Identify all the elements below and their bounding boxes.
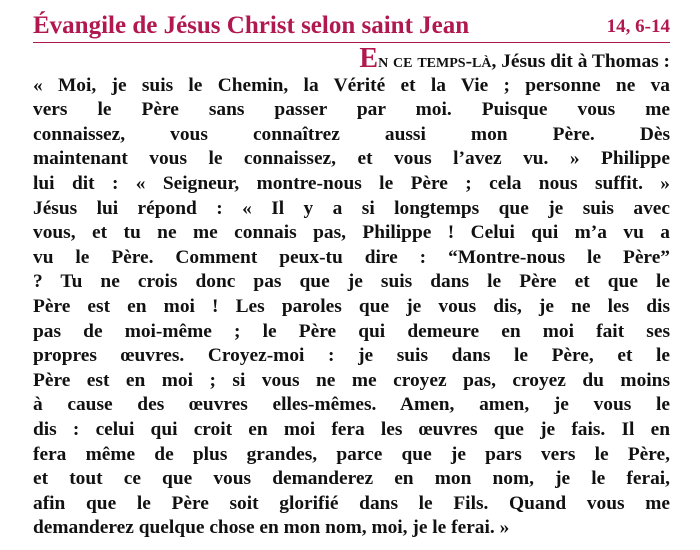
text-line: pas de moi-même ; le Père qui demeure en moi fait ses <box>33 320 670 342</box>
text-line-opening <box>33 43 670 74</box>
text-line: Père est en moi ; si vous ne me croyez pas, croyez du moins <box>33 369 670 391</box>
opening-smallcaps: n ce temps-là, <box>378 51 497 72</box>
text-line: Père est en moi ! Les paroles que je vous dis, je ne les dis <box>33 295 670 317</box>
text-line: « Moi, je suis le Chemin, la Vérité et la Vie ; personne ne va <box>33 74 670 96</box>
text-line: vous, et tu ne me connais pas, Philippe ! Celui qui m’a vu a <box>33 222 670 244</box>
opening-rest: Jésus dit à Thomas : <box>496 51 670 72</box>
text-line: vers le Père sans passer par moi. Puisque vous me <box>33 99 670 121</box>
text-line: fera même de plus grandes, parce que je pars vers le Père, <box>33 443 670 465</box>
text-line: maintenant vous le connaissez, et vous l’avez vu. » Philippe <box>33 148 670 170</box>
text-line: lui dit : « Seigneur, montre-nous le Père ; cela nous suffit. » <box>33 172 670 194</box>
text-line: à cause des œuvres elles-mêmes. Amen, amen, je vous le <box>33 394 670 416</box>
reading-header <box>33 10 670 43</box>
text-line: ? Tu ne crois donc pas que je suis dans le Père et que le <box>33 271 670 293</box>
text-line: Jésus lui répond : « Il y a si longtemps que je suis avec <box>33 197 670 219</box>
text-line: vu le Père. Comment peux-tu dire : “Montre-nous le Père” <box>33 246 670 268</box>
gospel-title: Évangile de Jésus Christ selon saint Jean <box>33 12 470 39</box>
gospel-text <box>33 43 670 541</box>
text-line: connaissez, vous connaîtrez aussi mon Père. Dès <box>33 123 670 145</box>
scripture-reference: 14, 6-14 <box>606 16 670 37</box>
reading-page <box>33 10 670 541</box>
text-line: et tout ce que vous demanderez en mon nom, je le ferai, <box>33 468 670 490</box>
text-line: propres œuvres. Croyez-moi : je suis dans le Père, et le <box>33 345 670 367</box>
text-line: afin que le Père soit glorifié dans le Fils. Quand vous me <box>33 492 670 514</box>
text-line: demanderez quelque chose en mon nom, moi, je le ferai. » <box>33 517 510 539</box>
text-line: dis : celui qui croit en moi fera les œuvres que je fais. Il en <box>33 418 670 440</box>
drop-cap: E <box>359 43 379 74</box>
